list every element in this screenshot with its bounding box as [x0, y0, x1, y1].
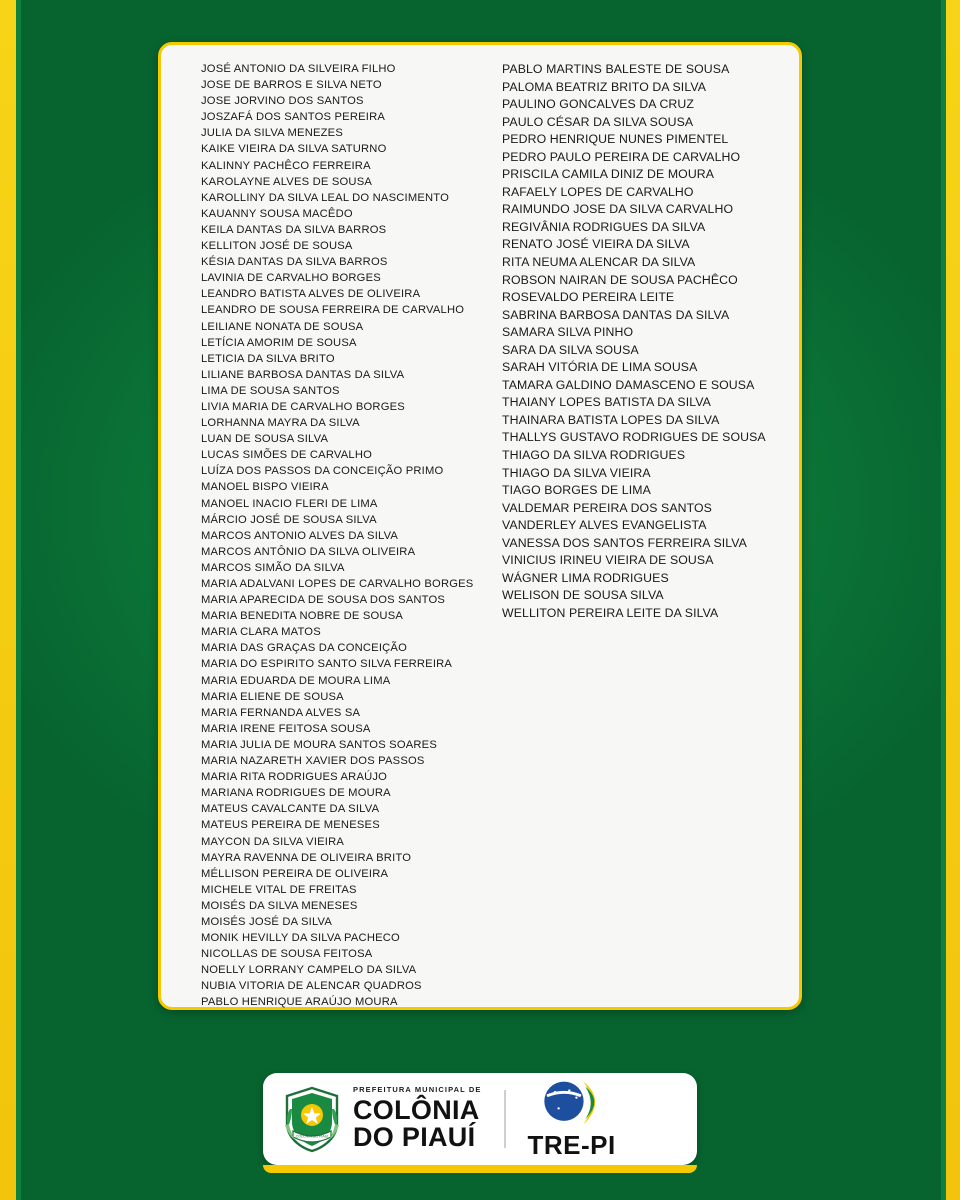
list-item: LILIANE BARBOSA DANTAS DA SILVA — [201, 368, 405, 381]
list-item: VANDERLEY ALVES EVANGELISTA — [502, 518, 707, 533]
list-item: THALLYS GUSTAVO RODRIGUES DE SOUSA — [502, 430, 766, 445]
list-item: LEILIANE NONATA DE SOUSA — [201, 320, 364, 333]
list-item: WELLITON PEREIRA LEITE DA SILVA — [502, 605, 719, 620]
left-green-stripe — [16, 0, 21, 1200]
city-name-block — [353, 1086, 482, 1152]
list-item: MARIA CLARA MATOS — [201, 626, 321, 639]
list-item: LETICIA DA SILVA BRITO — [201, 352, 335, 365]
list-item: ROSEVALDO PEREIRA LEITE — [502, 290, 675, 305]
list-item: TIAGO BORGES DE LIMA — [502, 483, 651, 498]
list-item: MAYRA RAVENNA DE OLIVEIRA BRITO — [201, 851, 412, 864]
list-item: LUÍZA DOS PASSOS DA CONCEIÇÃO PRIMO — [201, 465, 444, 478]
coat-of-arms-icon — [281, 1085, 343, 1153]
list-item: MANOEL BISPO VIEIRA — [201, 481, 329, 494]
list-item: KAIKE VIEIRA DA SILVA SATURNO — [201, 143, 387, 156]
right-yellow-stripe — [946, 0, 960, 1200]
list-item: KALINNY PACHÊCO FERREIRA — [201, 159, 371, 172]
list-item: SARA DA SILVA SOUSA — [502, 342, 639, 357]
list-item: REGIVÂNIA RODRIGUES DA SILVA — [502, 219, 706, 234]
svg-text:COLÔNIA DO PIAUÍ: COLÔNIA DO PIAUÍ — [295, 1134, 329, 1139]
list-item: MARCOS ANTÔNIO DA SILVA OLIVEIRA — [201, 545, 416, 558]
list-item: LAVINIA DE CARVALHO BORGES — [201, 272, 381, 285]
list-item: LUCAS SIMÕES DE CARVALHO — [201, 449, 372, 462]
list-item: MONIK HEVILLY DA SILVA PACHECO — [201, 932, 400, 945]
list-item: PEDRO HENRIQUE NUNES PIMENTEL — [502, 132, 729, 147]
list-item: MARCOS SIMÃO DA SILVA — [201, 561, 345, 574]
city-name-line1: COLÔNIA — [353, 1094, 480, 1125]
list-item: KELLITON JOSÉ DE SOUSA — [201, 240, 353, 253]
list-item: JOSE DE BARROS E SILVA NETO — [201, 79, 382, 92]
list-item: KAROLLINY DA SILVA LEAL DO NASCIMENTO — [201, 191, 450, 204]
list-item: PAULINO GONCALVES DA CRUZ — [502, 97, 695, 112]
list-item: MARIA JULIA DE MOURA SANTOS SOARES — [201, 738, 437, 751]
list-item: MOISÉS DA SILVA MENESES — [201, 899, 358, 912]
names-column-right — [502, 61, 785, 997]
list-item: KÉSIA DANTAS DA SILVA BARROS — [201, 256, 388, 269]
list-item: THAIANY LOPES BATISTA DA SILVA — [502, 395, 711, 410]
list-item: MANOEL INACIO FLERI DE LIMA — [201, 497, 378, 510]
tre-logo-icon — [529, 1078, 615, 1128]
list-item: VINICIUS IRINEU VIEIRA DE SOUSA — [502, 553, 714, 568]
list-item: MAYCON DA SILVA VIEIRA — [201, 835, 345, 848]
footer-underline — [263, 1165, 697, 1173]
list-item: VALDEMAR PEREIRA DOS SANTOS — [502, 500, 712, 515]
list-item: MARIA DAS GRAÇAS DA CONCEIÇÃO — [201, 642, 407, 655]
list-item: MATEUS PEREIRA DE MENESES — [201, 819, 380, 832]
list-item: KAUANNY SOUSA MACÊDO — [201, 207, 353, 220]
list-item: LETÍCIA AMORIM DE SOUSA — [201, 336, 357, 349]
list-item: RAFAELY LOPES DE CARVALHO — [502, 184, 694, 199]
list-item: LUAN DE SOUSA SILVA — [201, 433, 329, 446]
list-item: WÁGNER LIMA RODRIGUES — [502, 570, 669, 585]
list-item: LEANDRO BATISTA ALVES DE OLIVEIRA — [201, 288, 421, 301]
names-card — [158, 42, 802, 1010]
list-item: PALOMA BEATRIZ BRITO DA SILVA — [502, 79, 707, 94]
list-item: WELISON DE SOUSA SILVA — [502, 588, 664, 603]
list-item: MARIA FERNANDA ALVES SA — [201, 706, 361, 719]
list-item: JULIA DA SILVA MENEZES — [201, 127, 344, 140]
list-item: KAROLAYNE ALVES DE SOUSA — [201, 175, 373, 188]
city-name-line2: DO PIAUÍ — [353, 1122, 476, 1153]
list-item: RITA NEUMA ALENCAR DA SILVA — [502, 255, 696, 270]
list-item: NICOLLAS DE SOUSA FEITOSA — [201, 948, 373, 961]
names-column-left — [201, 61, 484, 1009]
list-item: THIAGO DA SILVA VIEIRA — [502, 465, 651, 480]
list-item: NUBIA VITORIA DE ALENCAR QUADROS — [201, 980, 422, 993]
list-item: VANESSA DOS SANTOS FERREIRA SILVA — [502, 535, 747, 550]
tre-label: TRE-PI — [527, 1129, 616, 1160]
list-item: MARIANA RODRIGUES DE MOURA — [201, 787, 391, 800]
list-item: LEANDRO DE SOUSA FERREIRA DE CARVALHO — [201, 304, 465, 317]
footer-divider — [504, 1090, 506, 1148]
list-item: MICHELE VITAL DE FREITAS — [201, 883, 357, 896]
list-item: JOSÉ ANTONIO DA SILVEIRA FILHO — [201, 63, 396, 75]
list-item: PABLO MARTINS BALESTE DE SOUSA — [502, 62, 730, 76]
list-item: PRISCILA CAMILA DINIZ DE MOURA — [502, 167, 715, 182]
tre-block — [528, 1078, 616, 1161]
list-item: MARIA ELIENE DE SOUSA — [201, 690, 344, 703]
list-item: RAIMUNDO JOSE DA SILVA CARVALHO — [502, 202, 734, 217]
list-item: KEILA DANTAS DA SILVA BARROS — [201, 223, 387, 236]
list-item: MARIA APARECIDA DE SOUSA DOS SANTOS — [201, 594, 446, 607]
list-item: MARIA RITA RODRIGUES ARAÚJO — [201, 771, 388, 784]
list-item: THIAGO DA SILVA RODRIGUES — [502, 448, 686, 463]
list-item: ROBSON NAIRAN DE SOUSA PACHÊCO — [502, 272, 738, 287]
list-item: LIVIA MARIA DE CARVALHO BORGES — [201, 400, 405, 413]
list-item: TAMARA GALDINO DAMASCENO E SOUSA — [502, 377, 755, 392]
list-item: MARIA ADALVANI LOPES DE CARVALHO BORGES — [201, 578, 474, 590]
list-item: MÁRCIO JOSÉ DE SOUSA SILVA — [201, 513, 377, 526]
list-item: MARIA EDUARDA DE MOURA LIMA — [201, 674, 391, 687]
list-item: MARIA BENEDITA NOBRE DE SOUSA — [201, 610, 404, 623]
list-item: PAULO CÉSAR DA SILVA SOUSA — [502, 114, 694, 129]
left-yellow-stripe — [0, 0, 16, 1200]
list-item: JOSZAFÁ DOS SANTOS PEREIRA — [201, 111, 386, 124]
list-item: NOELLY LORRANY CAMPELO DA SILVA — [201, 964, 417, 977]
list-item: MOISÉS JOSÉ DA SILVA — [201, 915, 333, 928]
list-item: SAMARA SILVA PINHO — [502, 325, 634, 340]
list-item: SARAH VITÓRIA DE LIMA SOUSA — [502, 360, 698, 375]
list-item: MATEUS CAVALCANTE DA SILVA — [201, 803, 380, 816]
list-item: THAINARA BATISTA LOPES DA SILVA — [502, 412, 720, 427]
list-item: LORHANNA MAYRA DA SILVA — [201, 417, 360, 430]
list-item: MARIA NAZARETH XAVIER DOS PASSOS — [201, 755, 425, 768]
list-item: JOSE JORVINO DOS SANTOS — [201, 95, 364, 108]
right-green-stripe — [941, 0, 946, 1200]
list-item: PABLO HENRIQUE ARAÚJO MOURA — [201, 996, 398, 1009]
list-item: MARCOS ANTONIO ALVES DA SILVA — [201, 529, 399, 542]
list-item: PEDRO PAULO PEREIRA DE CARVALHO — [502, 149, 741, 164]
list-item: LIMA DE SOUSA SANTOS — [201, 384, 340, 397]
list-item: MÉLLISON PEREIRA DE OLIVEIRA — [201, 867, 389, 880]
prefeitura-label: PREFEITURA MUNICIPAL DE — [353, 1085, 482, 1095]
list-item: MARIA IRENE FEITOSA SOUSA — [201, 722, 371, 735]
list-item: SABRINA BARBOSA DANTAS DA SILVA — [502, 307, 730, 322]
list-item: MARIA DO ESPIRITO SANTO SILVA FERREIRA — [201, 658, 453, 671]
list-item: RENATO JOSÉ VIEIRA DA SILVA — [502, 237, 690, 252]
footer-logo-bar — [263, 1073, 697, 1165]
